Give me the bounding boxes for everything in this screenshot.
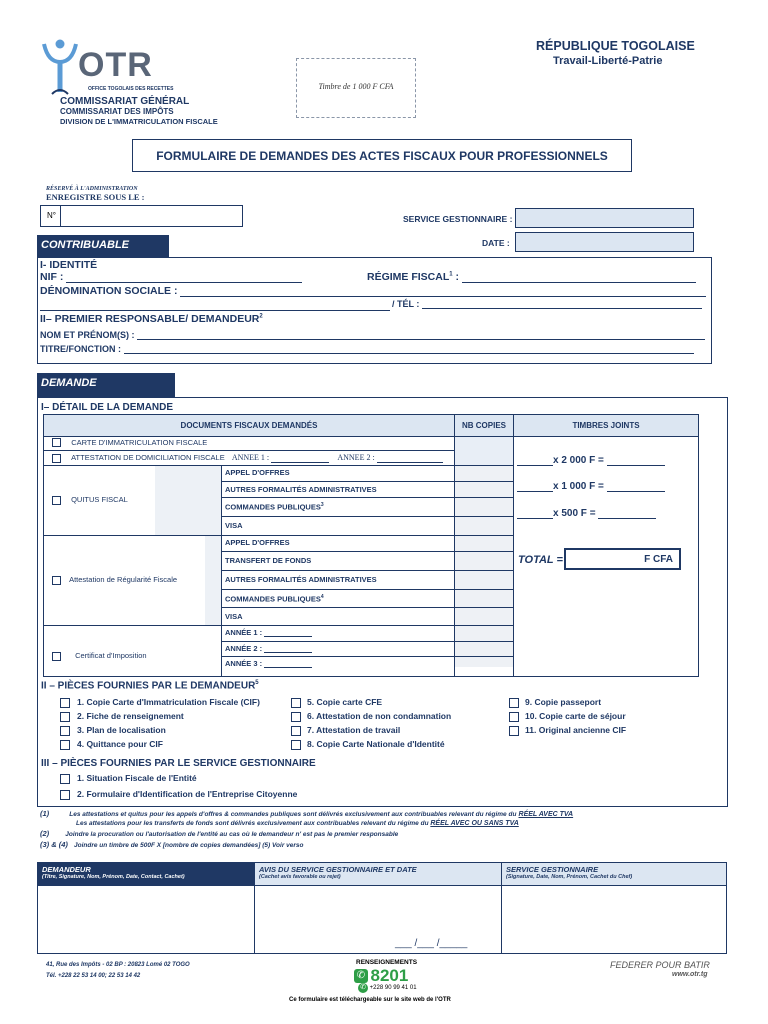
note-34-num: (3) & (4) [40,840,68,849]
service-title: III – PIÈCES FOURNIES PAR LE SERVICE GESTIONNAIRE [41,758,316,769]
certificat-label: Certificat d'Imposition [75,651,147,660]
note-34 [40,840,304,849]
piece-5 [291,697,382,708]
sig-demandeur-sub: (Titre, Signature, Nom, Prénom, Date, Contact, Cachet) [42,874,185,880]
row-quitus [52,495,128,505]
reg-item-2: AUTRES FORMALITÉS ADMINISTRATIVES [225,575,377,584]
carte-label: CARTE D'IMMATRICULATION FISCALE [71,438,208,447]
detail-title: I– DÉTAIL DE LA DEMANDE [41,402,174,413]
annee1-label: ANNEE 1 : [231,453,270,462]
timbre-row-1 [517,455,665,466]
resp-sup: 2 [259,313,263,320]
reg-shade [205,535,221,625]
sig-header-avis [255,863,501,885]
piece-6 [291,711,451,722]
timbre2-total[interactable] [607,491,665,492]
total-box[interactable] [564,548,681,570]
sig-avis-title: AVIS DU SERVICE GESTIONNAIRE ET DATE [259,865,417,874]
timbre-row-2 [517,481,665,492]
reg-item-3-label: COMMANDES PUBLIQUES [225,594,321,604]
piece-7-label: 7. Attestation de travail [307,725,401,735]
note-34-text: Joindre un timbre de 500F X [nombre de copies demandées] (5) Voir verso [74,842,304,849]
date-field[interactable] [515,232,694,252]
admin-registered: ENREGISTRE SOUS LE : [46,192,145,202]
admin-reserved: RÉSERVÉ À L'ADMINISTRATION [46,186,138,192]
sig-area-demandeur[interactable] [39,886,253,952]
piece-11-checkbox[interactable] [509,726,519,736]
sig-avis-sub: (Cachet avis favorable ou rejet) [259,874,341,880]
service-piece-2-label: 2. Formulaire d'Identification de l'Entreprise Citoyenne [77,789,298,799]
titre-field[interactable] [124,353,694,354]
reg-item-4: VISA [225,612,243,621]
note-1-a-u: RÉEL AVEC TVA [518,811,574,818]
piece-9 [509,697,601,708]
service-piece-1-label: 1. Situation Fiscale de l'Entité [77,773,197,783]
regime-label: RÉGIME FISCAL [367,271,450,283]
sig-header-service [502,863,726,885]
quitus-label: QUITUS FISCAL [71,495,128,504]
note-1-b: Les attestations pour les transferts de fonds sont délivrés exclusivement aux contribuables relevant du régime du [76,820,429,827]
titre-row [40,344,694,354]
sig-service-title: SERVICE GESTIONNAIRE [506,865,599,874]
piece-9-checkbox[interactable] [509,698,519,708]
footer-number: 8201 [370,966,409,985]
timbre3-qty[interactable] [517,518,553,519]
row-attestation-dom [52,453,443,463]
denomination-row [40,285,706,297]
col-nb: NB COPIES [461,421,506,430]
quitus-shade [155,465,221,535]
resp-title [40,313,263,325]
service-label: SERVICE GESTIONNAIRE : [403,214,513,224]
identity-title: I- IDENTITÉ [40,259,98,271]
piece-1-label: 1. Copie Carte d'Immatriculation Fiscale (CIF) [77,697,260,707]
cert-item-0-label: ANNÉE 1 : [225,628,263,637]
piece-11-label: 11. Original ancienne CIF [525,725,627,735]
footer-address1: 41, Rue des Impôts - 02 BP : 20823 Lomé 02 TOGO [46,962,190,968]
piece-3-label: 3. Plan de localisation [77,725,166,735]
motto: Travail-Liberté-Patrie [553,55,663,67]
piece-8-label: 8. Copie Carte Nationale d'Identité [307,739,445,749]
row-attestation-reg [52,575,177,585]
denomination-line2[interactable] [40,310,390,311]
note-1b [76,820,519,827]
tel-label: / TÉL : [392,299,420,309]
annee2-field[interactable] [377,462,443,463]
republic: RÉPUBLIQUE TOGOLAISE [536,39,695,53]
row-carte [52,438,207,447]
nif-row [40,271,302,283]
total-label: TOTAL = [518,554,563,566]
note-1-a: Les attestations et quitus pour les appels d'offres & commandes publiques sont délivrés exclusivement aux contribuables relevant du régime du [69,811,517,818]
cert-item-1-label: ANNÉE 2 : [225,644,263,653]
sig-area-service[interactable] [503,886,725,952]
footer-whatsapp [358,983,417,993]
row-certificat [52,651,147,661]
quitus-item-2 [225,502,324,512]
regime-field[interactable] [462,282,696,283]
piece-10-label: 10. Copie carte de séjour [525,711,626,721]
timbre-row-3 [517,508,656,519]
stamp-box [296,58,416,118]
service-piece-1 [60,773,197,784]
footer-slogan: FEDERER POUR BATIR [610,960,710,970]
cert-item-2 [225,659,312,668]
reg-sup: 4 [320,594,324,600]
nif-field[interactable] [66,282,302,283]
note-1 [40,809,573,818]
reg-item-3 [225,594,324,604]
piece-2-checkbox[interactable] [60,712,70,722]
sig-date-line: ___ /___ /_____ [395,938,468,949]
timbre2-label: x 1 000 F = [553,481,604,492]
footer-download: Ce formulaire est téléchargeable sur le site web de l'OTR [289,997,451,1003]
quitus-item-3: VISA [225,521,243,530]
piece-5-label: 5. Copie carte CFE [307,697,383,707]
resp-title-text: II– PREMIER RESPONSABLE/ DEMANDEUR [40,313,260,325]
note-1-b-u: RÉEL AVEC OU SANS TVA [430,820,519,827]
sig-demandeur-title: DEMANDEUR [42,865,91,874]
otr-logo [38,36,178,96]
total-unit: F CFA [644,554,673,565]
quitus-item-2-label: COMMANDES PUBLIQUES [225,502,321,512]
piece-5-checkbox[interactable] [291,698,301,708]
contribuable-tab: CONTRIBUABLE [37,235,169,257]
form-title-text: FORMULAIRE DE DEMANDES DES ACTES FISCAUX POUR PROFESSIONNELS [156,149,608,163]
piece-10 [509,711,626,722]
service-piece-1-checkbox[interactable] [60,774,70,784]
attestation-dom-checkbox[interactable] [52,454,61,463]
otr-logo-text: OTR [78,46,153,84]
timbre3-label: x 500 F = [553,508,596,519]
denomination-label: DÉNOMINATION SOCIALE : [40,285,178,297]
sig-service-sub: (Signature, Date, Nom, Prénom, Cachet du Chef) [506,874,633,880]
otr-figure-icon [38,36,82,96]
piece-7 [291,725,400,736]
denomination-field[interactable] [180,296,706,297]
nb-shade-2 [455,465,513,667]
tel-field[interactable] [422,308,702,309]
cert-year1-field[interactable] [264,636,312,637]
cert-year2-field[interactable] [264,652,312,653]
service-piece-2 [60,789,297,800]
regime-row: RÉGIME FISCAL$^1$ : [367,271,696,283]
whatsapp-icon: ✆ [358,983,368,993]
header-line2: COMMISSARIAT DES IMPÔTS [60,107,174,116]
quitus-item-0: APPEL D'OFFRES [225,468,290,477]
note-2-text: Joindre la procuration ou l'autorisation de l'entité au cas où le demandeur n' est pas le premier responsable [65,831,399,838]
date-label: DATE : [482,238,510,248]
otr-logo-sub: OFFICE TOGOLAIS DES RECETTES [88,86,174,92]
cert-item-1 [225,644,312,653]
attestation-reg-checkbox[interactable] [52,576,61,585]
piece-8 [291,739,445,750]
reg-item-1: TRANSFERT DE FONDS [225,556,312,565]
sig-header-demandeur [38,863,254,885]
pieces-title [41,680,259,691]
quitus-sup: 3 [320,502,324,508]
piece-4 [60,739,163,750]
regime-sup: 1 [449,271,453,278]
attestation-dom-label: ATTESTATION DE DOMICILIATION FISCALE [71,453,225,462]
nb-shade-1 [455,437,513,465]
annee1-field[interactable] [271,462,329,463]
demande-tab: DEMANDE [37,373,175,397]
piece-11 [509,725,626,736]
col-docs: DOCUMENTS FISCAUX DEMANDÉS [180,421,318,430]
service-field[interactable] [515,208,694,228]
certificat-checkbox[interactable] [52,652,61,661]
note-2 [40,829,398,838]
piece-6-label: 6. Attestation de non condamnation [307,711,452,721]
piece-4-checkbox[interactable] [60,740,70,750]
cert-year3-field[interactable] [264,667,312,668]
footer-website: www.otr.tg [672,971,708,978]
piece-9-label: 9. Copie passeport [525,697,602,707]
piece-2-label: 2. Fiche de renseignement [77,711,184,721]
annee2-label: ANNEE 2 : [337,453,375,462]
timbre1-label: x 2 000 F = [553,455,604,466]
pieces-title-text: II – PIÈCES FOURNIES PAR LE DEMANDEUR [41,680,256,692]
piece-8-checkbox[interactable] [291,740,301,750]
attestation-reg-label: Attestation de Régularité Fiscale [69,575,178,584]
piece-6-checkbox[interactable] [291,712,301,722]
admin-number-box[interactable] [40,205,243,227]
phone-icon: ✆ [354,969,368,983]
note-1-num: (1) [40,809,50,818]
service-piece-2-checkbox[interactable] [60,790,70,800]
col-timbres: TIMBRES JOINTS [572,421,640,430]
nom-label: NOM ET PRÉNOM(S) : [40,330,135,340]
tel-row [392,299,702,309]
piece-3 [60,725,166,736]
timbre2-qty[interactable] [517,491,553,492]
titre-label: TITRE/FONCTION : [40,344,121,354]
nom-field[interactable] [137,339,705,340]
admin-number-label: N° [47,211,56,220]
footer-renseignements: RENSEIGNEMENTS [356,959,418,966]
header-line3: DIVISION DE L'IMMATRICULATION FISCALE [60,117,218,126]
carte-checkbox[interactable] [52,438,61,447]
form-title [132,139,632,172]
timbre1-qty[interactable] [517,465,553,466]
timbre1-total[interactable] [607,465,665,466]
piece-10-checkbox[interactable] [509,712,519,722]
piece-1 [60,697,260,708]
piece-4-label: 4. Quittance pour CIF [77,739,163,749]
quitus-item-1: AUTRES FORMALITÉS ADMINISTRATIVES [225,485,377,494]
nom-row [40,330,705,340]
footer-whatsapp-number: +228 90 99 41 01 [369,985,417,991]
nif-label: NIF : [40,271,64,283]
note-2-num: (2) [40,829,50,838]
piece-1-checkbox[interactable] [60,698,70,708]
timbre3-total[interactable] [598,518,656,519]
reg-item-0: APPEL D'OFFRES [225,538,290,547]
header-line1: COMMISSARIAT GÉNÉRAL [60,96,190,107]
piece-3-checkbox[interactable] [60,726,70,736]
quitus-checkbox[interactable] [52,496,61,505]
cert-item-0 [225,628,312,637]
pieces-sup: 5 [255,680,259,686]
cert-item-2-label: ANNÉE 3 : [225,659,263,668]
piece-2 [60,711,184,722]
footer-address2: Tél. +228 22 53 14 00; 22 53 14 42 [46,973,141,979]
stamp-text: Timbre de 1 000 F CFA [318,82,394,91]
piece-7-checkbox[interactable] [291,726,301,736]
